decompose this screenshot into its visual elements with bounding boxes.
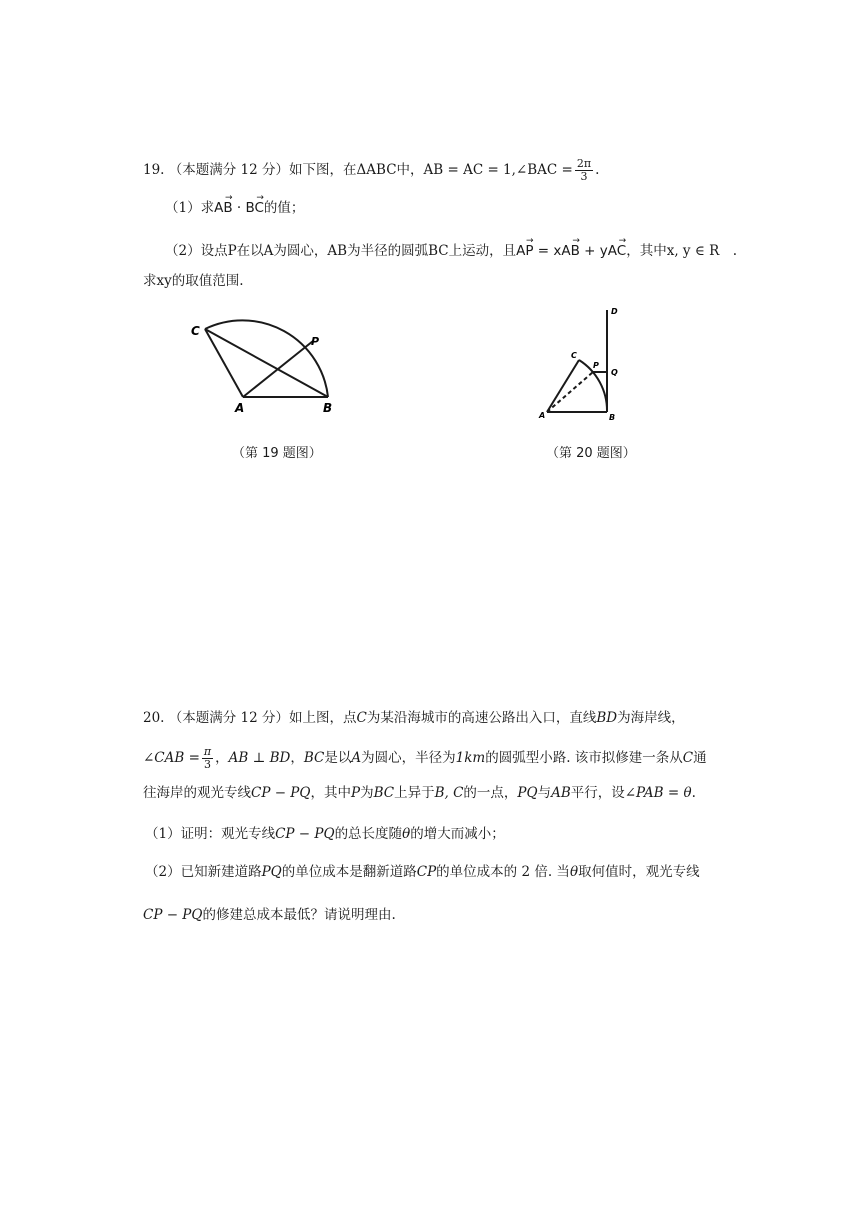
fig19-label-p: P	[311, 335, 320, 348]
q20-part2-line2: CP − PQ的修建总成本最低？请说明理由.	[143, 907, 396, 923]
figure-19-diagram	[185, 315, 365, 425]
fig19-label-c: C	[191, 324, 200, 338]
fig20-label-d: D	[611, 307, 618, 316]
fig20-label-p: P	[593, 361, 599, 370]
q19-part2-line2: 求xy的取值范围.	[143, 273, 244, 289]
q20-angle-fraction: $\frac{\pi}{3}$	[203, 745, 212, 771]
figure-19-caption: （第 19 题图）	[232, 446, 322, 461]
q20-line3: 往海岸的观光专线CP − PQ，其中P为BC上异于B, C的一点，PQ与AB平行，设∠PAB = θ.	[143, 785, 696, 801]
fig19-label-a: A	[235, 401, 245, 415]
q19-part2: （2）设点P在以A为圆心，AB为半径的圆弧BC上运动，且→ AP = x→ AB + y→ AC，其中x, y ∈ R .	[165, 241, 737, 261]
figure-20-diagram	[535, 302, 645, 432]
fig20-label-c: C	[571, 351, 577, 360]
fig19-label-b: B	[323, 401, 333, 415]
fig20-label-q: Q	[611, 368, 618, 377]
fig20-label-b: B	[609, 413, 616, 422]
fig20-label-a: A	[539, 411, 546, 420]
q20-line1: 20. （本题满分 12 分）如上图，点C为某沿海城市的高速公路出入口，直线BD为海岸线，	[143, 710, 685, 726]
q19-header: 19. （本题满分 12 分）如下图，在ΔABC中，AB = AC = 1,∠BAC = $\frac{2\pi}{3}$ .	[143, 157, 600, 183]
figure-20-caption: （第 20 题图）	[546, 446, 636, 461]
q20-part1: （1）证明：观光专线CP − PQ的总长度随θ的增大而减小；	[145, 826, 505, 842]
q20-part2: （2）已知新建道路PQ的单位成本是翻新道路CP的单位成本的 2 倍. 当θ取何值时，观光专线	[145, 864, 700, 880]
q20-line2: ∠CAB = $\frac{\pi}{3}$ ，AB ⊥ BD，BC是以A为圆心，半径为1km的圆弧型小路. 该市拟修建一条从C通	[143, 745, 707, 771]
q19-part1: （1）求→ AB · → BC的值；	[165, 198, 304, 218]
q19-angle-fraction: $\frac{2\pi}{3}$	[576, 157, 592, 183]
